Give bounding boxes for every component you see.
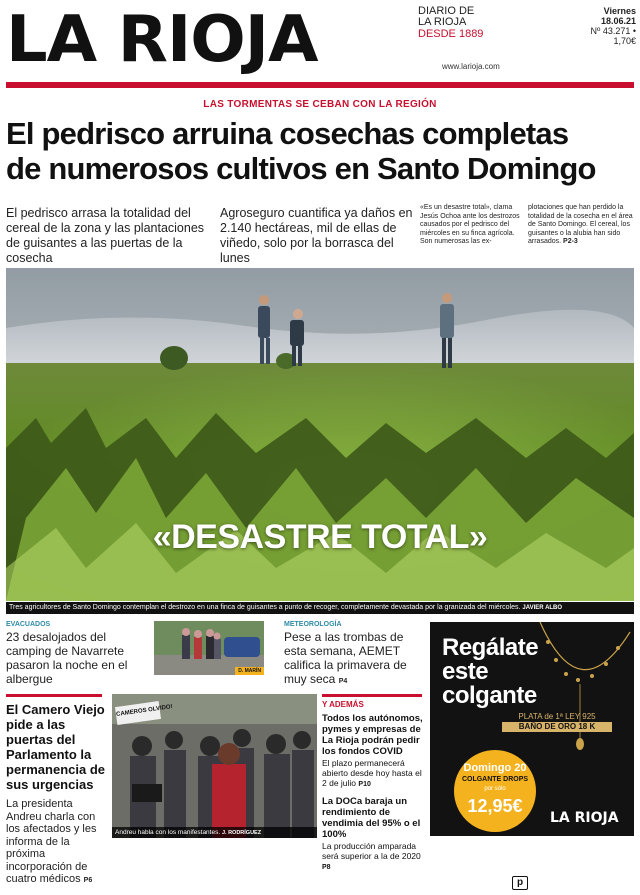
ademas-item1-body-wrap <box>322 758 428 790</box>
ad-date: Domingo 20 <box>463 762 527 774</box>
ad-title-line1: Regálate <box>442 634 539 661</box>
column-2-text: plotaciones que han perdido la totalidad de la cosecha en el área de Santo Domingo. El cereal, los guisantes o la alubia han sido arrasados. <box>528 204 633 245</box>
diario-line2: LA RIOJA <box>418 16 467 28</box>
lead-text-column-1: «Es un desastre total», clama Jesús Ochoa ante los destrozos causados por el pedrisco del miércoles en su finca agrícola. Son numerosas las ex- <box>420 204 520 245</box>
protest-photo-image <box>112 694 317 838</box>
issue-date: Viernes 18.06.21 <box>600 6 636 26</box>
page-ref: P8 <box>322 864 331 871</box>
lead-photo[interactable] <box>6 268 634 601</box>
brief-meteorologia[interactable] <box>284 621 424 689</box>
ademas-label: Y ADEMÁS <box>322 700 364 709</box>
issue-number: Nº 43.271 • 1,70€ <box>590 26 636 46</box>
ad-plata: PLATA de 1ª LEY 925 <box>518 712 596 721</box>
ademas-item-1[interactable] <box>322 713 428 790</box>
page-ref: P6 <box>83 877 93 884</box>
photo-title: «DESASTRE TOTAL» <box>152 518 488 556</box>
advertisement-pendant[interactable] <box>430 622 634 836</box>
page-ref: P10 <box>358 781 371 788</box>
lead-subhead-2: Agroseguro cuantifica ya daños en 2.140 hectáreas, mil de ellas de viñedo, solo por la borrasca del lunes <box>220 206 413 265</box>
ad-title-line2: este <box>442 658 489 685</box>
founded-line: DESDE 1889 <box>418 28 484 40</box>
ademas-rule <box>322 694 422 697</box>
ad-bano: BAÑO DE ORO 18 K <box>502 722 612 732</box>
page-ref: P4 <box>338 678 348 685</box>
ademas-item2-body: La producción amparada será superior a la de 2020 <box>322 841 421 861</box>
diario-line1: DIARIO DE <box>418 5 475 17</box>
camero-story[interactable] <box>6 702 108 888</box>
ad-product: COLGANTE DROPS <box>461 776 529 783</box>
camero-headline: El Camero Viejo pide a las puertas del Parlamento la permanencia de sus urgencias <box>6 702 105 792</box>
issue-info <box>568 6 636 46</box>
ademas-item1-head: Todos los autónomos, pymes y empresas de La Rioja podrán pedir los fondos COVID <box>322 713 423 757</box>
website-link[interactable]: www.larioja.com <box>442 62 500 71</box>
ademas-item1-body: El plazo permanecerá abierto desde hoy hasta el 2 de julio <box>322 758 422 788</box>
lead-kicker: LAS TORMENTAS SE CEBAN CON LA REGIÓN <box>203 99 437 110</box>
lead-headline[interactable] <box>6 116 636 186</box>
story-rule <box>6 694 102 697</box>
brief2-text: Pese a las trombas de esta semana, AEMET califica la primavera de muy seca <box>284 630 407 686</box>
camero-body <box>6 798 108 888</box>
headline-line1: El pedrisco arruina cosechas completas <box>6 116 569 151</box>
page-ref: P2-3 <box>563 238 578 245</box>
protest-photo[interactable] <box>112 694 317 838</box>
caption-text: Tres agricultores de Santo Domingo contemplan el destrozo en una finca de guisantes a punto de recoger, completamente devastada por la granizada del miércoles. <box>9 604 521 611</box>
ademas-item2-body-wrap <box>322 841 428 873</box>
necklace-graphic <box>520 622 634 762</box>
ademas-column <box>322 700 428 873</box>
brief-photo-credit: D. MARÍN <box>235 667 264 675</box>
ad-title-line3: colgante <box>442 682 537 709</box>
brief-text <box>284 630 424 689</box>
masthead-divider <box>6 82 634 88</box>
brief-text: 23 desalojados del camping de Navarrete pasaron la noche en el albergue <box>6 630 128 686</box>
ad-price: 12,95€ <box>467 796 523 816</box>
lead-text-column-2 <box>528 204 634 247</box>
section-label: METEOROLOGÍA <box>284 621 342 628</box>
kiosk-p-icon[interactable]: p <box>512 876 528 890</box>
brief-evacuados[interactable] <box>6 621 150 686</box>
headline-line2: de numerosos cultivos en Santo Domingo <box>6 151 596 186</box>
ad-por-solo: por sólo <box>484 786 506 792</box>
ademas-item2-head: La DOCa baraja un rendimiento de vendimia del 95% o el 100% <box>322 796 421 840</box>
camping-photo[interactable] <box>154 621 264 675</box>
masthead-logo: LA RIOJA <box>6 3 318 77</box>
ad-logo: LA RIOJA <box>550 810 619 826</box>
protest-photo-caption <box>112 827 317 838</box>
photo-credit: JAVIER ALBO <box>522 605 563 611</box>
protest-caption-text: Andreu habla con los manifestantes. <box>115 829 221 836</box>
protest-photo-credit: J. RODRÍGUEZ <box>221 830 262 836</box>
camero-body-text: La presidenta Andreu charla con los afectados y les informa de la próxima incorporación de cuatro médicos <box>6 798 97 885</box>
section-label: EVACUADOS <box>6 621 51 628</box>
lead-photo-caption <box>6 602 634 614</box>
lead-subhead-1: El pedrisco arrasa la totalidad del cereal de la zona y las plantaciones de guisantes a las puertas de la cosecha <box>6 206 205 265</box>
ad-material <box>502 712 612 732</box>
protest-sign-text: CAMEROS OLVIDO! <box>115 704 174 718</box>
ademas-item-2[interactable] <box>322 796 428 873</box>
diario-tagline <box>418 6 474 28</box>
